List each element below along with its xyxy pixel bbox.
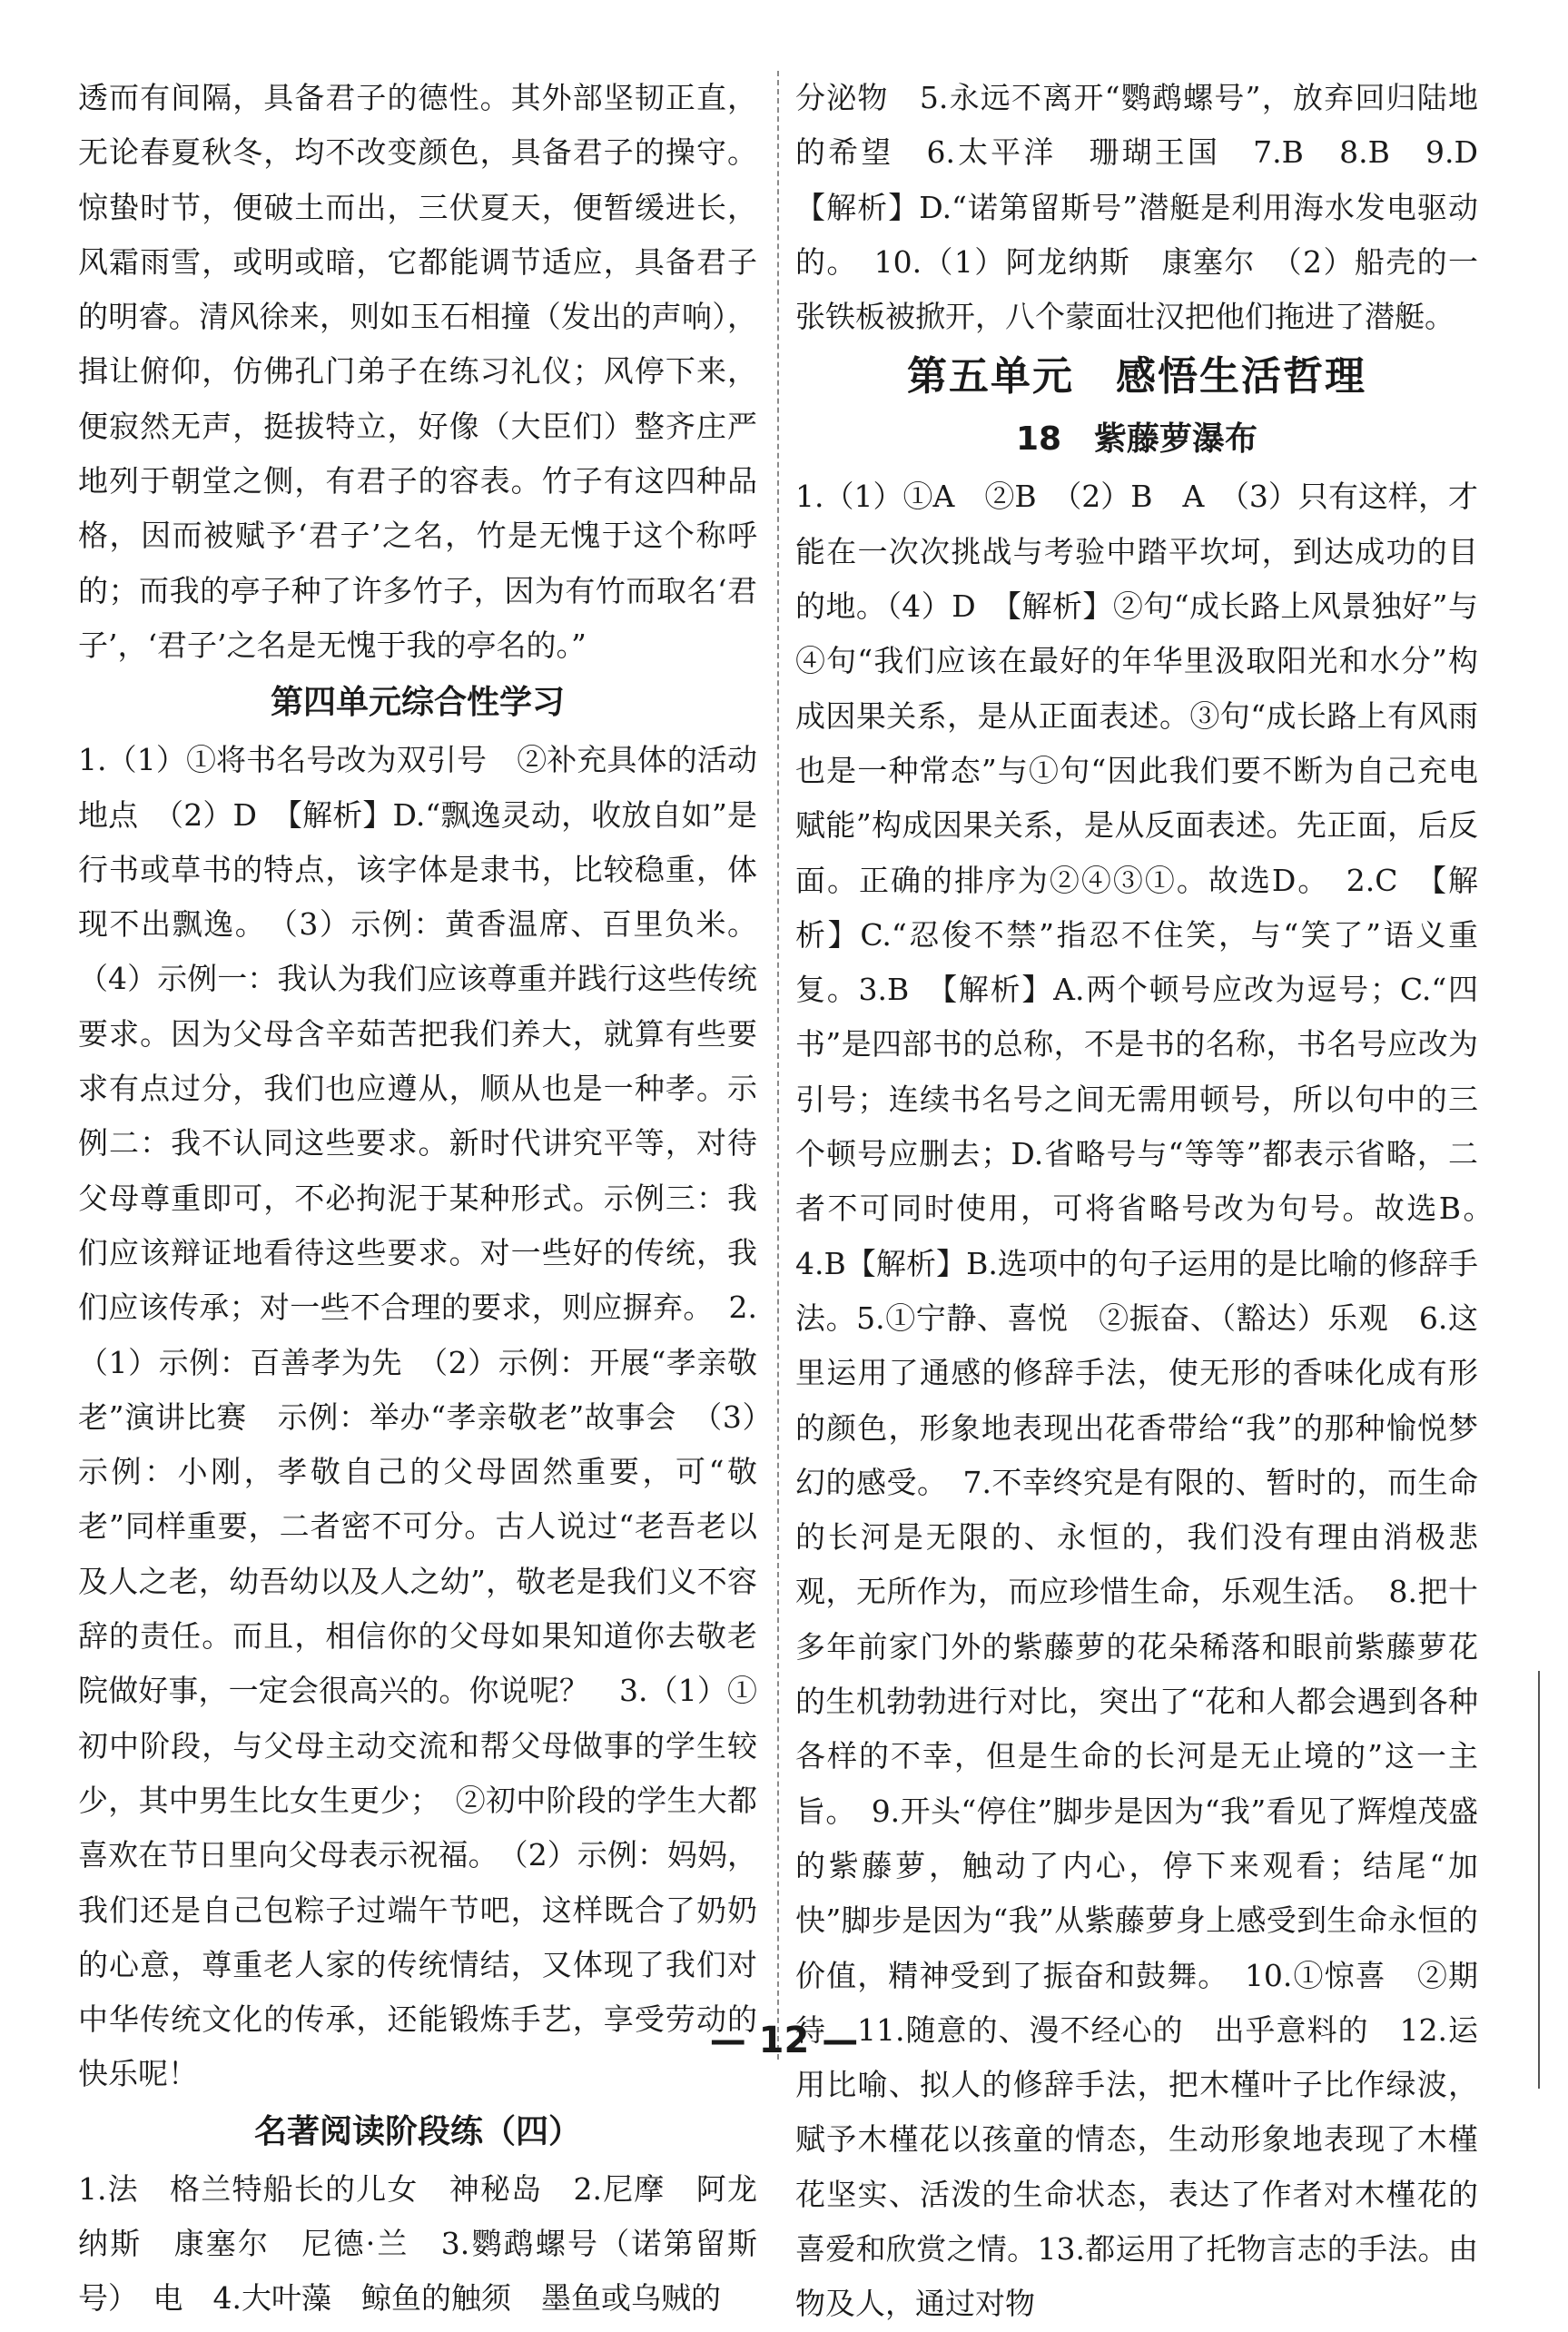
section-title-reading: 名著阅读阶段练（四） [253, 2112, 581, 2150]
reading-answers-continued: 分泌物 5.永远不离开“鹦鹉螺号”，放弃回归陆地的希望 6.太平洋 珊瑚王国 7.B 8.B 9.D 【解析】D.“诺第留斯号”潜艇是利用海水发电驱动的。 10.（1）阿龙纳斯 康塞尔 （2）船壳的一张铁板被掀开，八个蒙面壮汉把他们拖进了潜艇。 [795, 80, 1508, 335]
lesson18-answers: 1.（1）①A ②B （2）B A （3）只有这样，才能在一次次挑战与考验中踏平坎坷，到达成功的目的地。（4）D 【解析】②句“成长路上风景独好”与④句“我们应该在最好的年华里汲取阳光和水分”构成因果关系，是从正面表述。③句“成长路上有风雨也是一种常态”与①句“因此我们要不断为自己充电赋能”构成因果关系，是从反面表述。先正面，后反面。正确的排序为②④③①。故选D。 2.C 【解析】C.“忍俊不禁”指忍不住笑，与“笑了”语义重复。3.B 【解析】A.两个顿号应改为逗号；C.“四书”是四部书的总称，不是书的名称，书名号应改为引号；连续书名号之间无需用顿号，所以句中的三个顿号应删去；D.省略号与“等等”都表示省略，二者不可同时使用，可将省略号改为句号。故选B。 4.B【解析】B.选项中的句子运用的是比喻的修辞手法。5.①宁静、喜悦 ②振奋、（豁达）乐观 6.这里运用了通感的修辞手法，使无形的香味化成有形的颜色，形象地表现出花香带给“我”的那种愉悦梦幻的感受。 7.不幸终究是有限的、暂时的，而生命的长河是无限的、永恒的，我们没有理由消极悲观，无所作为，而应珍惜生命，乐观生活。 8.把十多年前家门外的紫藤萝的花朵稀落和眼前紫藤萝花的生机勃勃进行对比，突出了“花和人都会遇到各种各样的不幸，但是生命的长河是无止境的”这一主旨。 9.开头“停住”脚步是因为“我”看见了辉煌茂盛的紫藤萝，触动了内心，停下来观看；结尾“加快”脚步是因为“我”从紫藤萝身上感受到生命永恒的价值，精神受到了振奋和鼓舞。 10.①惊喜 ②期待 11.随意的、漫不经心的 出乎意料的 12.运用比喻、拟人的修辞手法，把木槿叶子比作绿波，赋予木槿花以孩童的情态，生动形象地表现了木槿花坚实、活泼的生命状态，表达了作者对木槿花的喜爱和欣赏之情。13.都运用了托物言志的手法。由物及人，通过对物 [795, 479, 1508, 2322]
lesson18-title: 18 紫藤萝瀑布 [1015, 420, 1258, 459]
reading-answers-left: 1.法 格兰特船长的儿女 神秘岛 2.尼摩 阿龙纳斯 康塞尔 尼德·兰 3.鹦鹉螺号（诺第留斯号） 电 4.大叶藻 鲸鱼的触须 墨鱼或乌贼的 [78, 2170, 757, 2317]
page-number: — 12 — [709, 2020, 859, 2061]
unit5-title: 第五单元 感悟生活哲理 [907, 353, 1366, 400]
section-title-unit4: 第四单元综合性学习 [270, 684, 565, 722]
right-column [795, 71, 1508, 2332]
left-column [78, 71, 757, 2327]
intro-paragraph: 透而有间隔，具备君子的德性。其外部坚韧正直，无论春夏秋冬，均不改变颜色，具备君子的操守。惊蛰时节，便破土而出，三伏夏天，便暂缓进长，风霜雨雪，或明或暗，它都能调节适应，具备君子的明睿。清风徐来，则如玉石相撞（发出的声响），揖让俯仰，仿佛孔门弟子在练习礼仪；风停下来，便寂然无声，挺拔特立，好像（大臣们）整齐庄严地列于朝堂之侧，有君子的容表。竹子有这四种品格，因而被赋予‘君子’之名，竹是无愧于这个称呼的；而我的亭子种了许多竹子，因为有竹而取名‘君子’，‘君子’之名是无愧于我的亭名的。” [78, 80, 757, 663]
unit4-answers: 1.（1）①将书名号改为双引号 ②补充具体的活动地点 （2）D 【解析】D.“飘逸灵动，收放自如”是行书或草书的特点，该字体是隶书，比较稳重，体现不出飘逸。 （3）示例：黄香温席、百里负米。（4）示例一：我认为我们应该尊重并践行这些传统要求。因为父母含辛茹苦把我们养大，就算有些要求有点过分，我们也应遵从，顺从也是一种孝。示例二：我不认同这些要求。新时代讲究平等，对待父母尊重即可，不必拘泥于某种形式。示例三：我们应该辩证地看待这些要求。对一些好的传统，我们应该传承；对一些不合理的要求，则应摒弃。 2.（1）示例：百善孝为先 （2）示例：开展“孝亲敬老”演讲比赛 示例：举办“孝亲敬老”故事会 （3）示例：小刚，孝敬自己的父母固然重要，可“敬老”同样重要，二者密不可分。古人说过“老吾老以及人之老，幼吾幼以及人之幼”，敬老是我们义不容辞的责任。而且，相信你的父母如果知道你去敬老院做好事，一定会很高兴的。你说呢？ 3.（1）①初中阶段，与父母主动交流和帮父母做事的学生较少，其中男生比女生更少； ②初中阶段的学生大都喜欢在节日里向父母表示祝福。 （2）示例：妈妈，我们还是自己包粽子过端午节吧，这样既合了奶奶的心意，尊重老人家的传统情结，又体现了我们对中华传统文化的传承，还能锻炼手艺，享受劳动的快乐呢！ [78, 742, 757, 2092]
page-edge-line [1538, 1671, 1540, 2089]
column-divider [777, 71, 779, 2060]
